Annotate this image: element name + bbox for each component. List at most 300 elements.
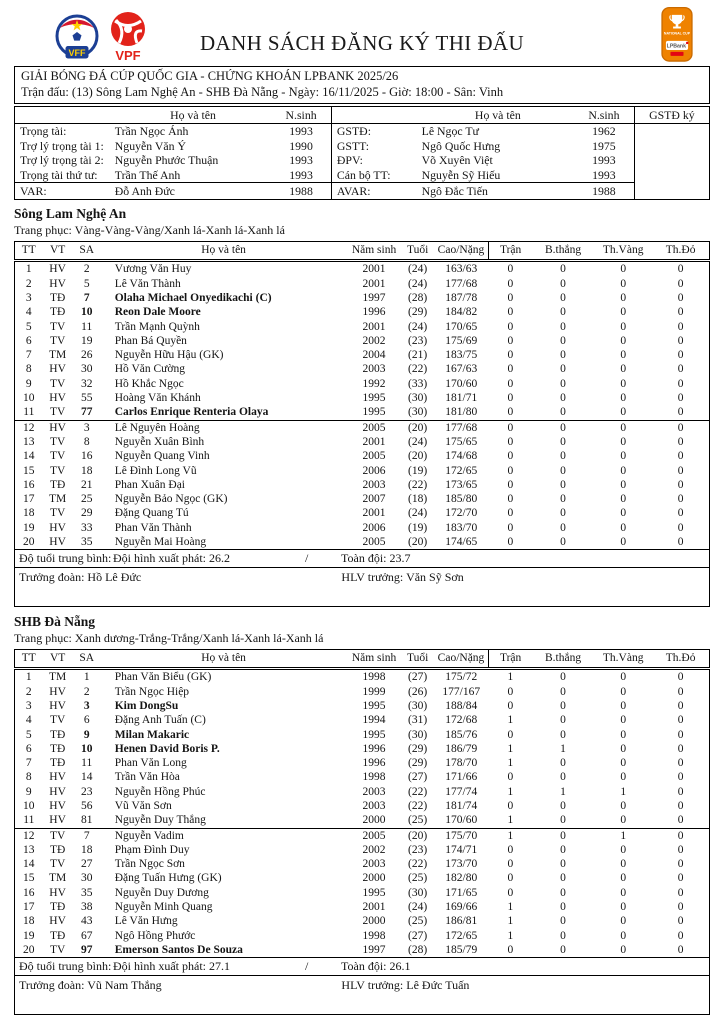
cell-name: Nguyễn Minh Quang xyxy=(114,901,213,914)
cell-bthang: 0 xyxy=(560,521,566,534)
cell-born: 2005 xyxy=(362,450,386,463)
col-official-year: N.sinh xyxy=(574,107,634,124)
cell-tran: 0 xyxy=(507,406,514,419)
team-kit: Trang phục: Vàng-Vàng-Vàng/Xanh lá-Xanh lá-Xanh lá xyxy=(14,223,285,238)
player-row xyxy=(15,699,710,713)
cell-tran: 0 xyxy=(507,493,514,506)
official-year: 1962 xyxy=(592,124,616,138)
cell-born: 1997 xyxy=(362,291,386,304)
cell-vt: TV xyxy=(43,828,73,843)
cell-name: Trần Văn Hòa xyxy=(114,771,180,784)
cell-age: (20) xyxy=(408,536,428,549)
cell-age: (28) xyxy=(408,291,428,304)
cell-vt: TĐ xyxy=(49,929,66,942)
col-born: Năm sinh xyxy=(346,650,401,669)
cell-born: 2002 xyxy=(362,334,386,347)
cell-hw: 170/60 xyxy=(445,814,478,827)
cell-tran: 0 xyxy=(507,450,514,463)
cell-thvang: 0 xyxy=(620,858,627,871)
player-row xyxy=(15,713,710,727)
official-year: 1993 xyxy=(592,167,616,182)
official-role: Trọng tài: xyxy=(20,124,67,138)
cell-thdo: 0 xyxy=(677,814,684,827)
cell-hw: 171/65 xyxy=(445,886,478,899)
team-1-roster-body xyxy=(15,261,710,550)
cell-tran: 1 xyxy=(507,757,514,770)
cell-vt: HV xyxy=(49,363,66,376)
cell-tran: 0 xyxy=(507,349,514,362)
cell-age: (25) xyxy=(408,872,428,885)
cell-tran: 1 xyxy=(507,714,514,727)
cell-born: 2000 xyxy=(362,915,386,928)
page-title: DANH SÁCH ĐĂNG KÝ THI ĐẤU xyxy=(199,31,525,55)
cell-thvang: 0 xyxy=(620,714,627,727)
player-row xyxy=(15,914,710,928)
manager-name: Hồ Lê Đức xyxy=(87,570,142,585)
cell-thdo: 0 xyxy=(677,843,684,856)
cell-thvang: 0 xyxy=(620,349,627,362)
cell-thvang: 0 xyxy=(620,464,627,477)
cell-bthang: 0 xyxy=(560,799,566,812)
cell-age: (24) xyxy=(408,320,428,333)
cell-tran: 1 xyxy=(507,814,514,827)
cell-vt: HV xyxy=(49,263,66,276)
officials-body xyxy=(15,124,710,200)
cell-born: 2005 xyxy=(346,420,401,435)
cell-hw: 171/66 xyxy=(445,771,478,784)
cell-vt: TV xyxy=(49,943,66,956)
cell-vt: HV xyxy=(49,915,66,928)
cell-vt: TĐ xyxy=(49,728,66,741)
cell-vt: HV xyxy=(49,814,66,827)
cell-name: Lê Nguyên Hoàng xyxy=(101,420,347,435)
cell-hw: 172/68 xyxy=(445,714,478,727)
official-role: Cán bộ TT: xyxy=(331,168,421,183)
cell-born: 2006 xyxy=(362,521,386,534)
cell-bthang: 0 xyxy=(560,858,566,871)
col-vt: VT xyxy=(43,650,73,669)
cell-hw: 178/70 xyxy=(445,757,478,770)
col-height-weight: Cao/Nặng xyxy=(434,650,489,669)
player-row xyxy=(15,334,710,348)
cell-tt: 3 xyxy=(25,699,32,712)
cell-age: (30) xyxy=(408,886,428,899)
cell-tt: 4 xyxy=(25,714,32,727)
cell-name: Carlos Enrique Renteria Olaya xyxy=(114,406,269,419)
cell-thdo: 0 xyxy=(677,377,684,390)
cell-name: Lê Đình Long Vũ xyxy=(114,464,197,477)
official-year: 1990 xyxy=(289,138,313,153)
cell-bthang: 0 xyxy=(560,334,566,347)
cell-thdo: 0 xyxy=(677,536,684,549)
col-gstd-sign: GSTĐ ký xyxy=(634,107,709,124)
cell-bthang: 0 xyxy=(560,872,566,885)
cell-hw: 177/68 xyxy=(445,277,478,290)
cell-vt: TV xyxy=(49,464,66,477)
cell-sa: 32 xyxy=(80,377,93,390)
cell-tran: 0 xyxy=(507,699,514,712)
cell-age: (23) xyxy=(408,843,428,856)
avg-team-value: 26.1 xyxy=(389,959,411,974)
cell-name: Nguyễn Duy Thắng xyxy=(114,814,206,827)
cell-thdo: 0 xyxy=(677,771,684,784)
cell-vt: TV xyxy=(49,334,66,347)
cell-thdo: 0 xyxy=(677,363,684,376)
cell-born: 2000 xyxy=(362,814,386,827)
cell-hw: 167/63 xyxy=(445,363,478,376)
cell-sa: 14 xyxy=(80,771,93,784)
cell-born: 2000 xyxy=(362,872,386,885)
cell-thvang: 0 xyxy=(620,843,627,856)
avg-age-label: Độ tuổi trung bình: xyxy=(19,551,112,566)
cell-age: (23) xyxy=(408,334,428,347)
cell-sa: 19 xyxy=(80,334,93,347)
cell-hw: 177/167 xyxy=(442,685,481,698)
cell-bthang: 0 xyxy=(560,943,566,956)
cell-thdo: 0 xyxy=(677,714,684,727)
officials-header-row xyxy=(15,107,710,124)
cell-tt: 17 xyxy=(23,901,35,914)
cell-thdo: 0 xyxy=(677,450,684,463)
cell-vt: HV xyxy=(49,785,66,798)
col-born: Năm sinh xyxy=(346,242,401,261)
player-row xyxy=(15,391,710,405)
cell-name: Nguyễn Xuân Bình xyxy=(114,435,205,448)
cell-sa: 3 xyxy=(83,699,90,712)
cell-age: (26) xyxy=(408,685,428,698)
cell-thdo: 0 xyxy=(677,291,684,304)
cell-tt: 12 xyxy=(15,420,43,435)
cell-hw: 186/79 xyxy=(445,742,478,755)
cell-tt: 1 xyxy=(25,263,32,276)
player-row xyxy=(15,886,710,900)
cell-born: 2001 xyxy=(362,320,386,333)
cell-hw: 185/76 xyxy=(445,728,478,741)
col-goals: B.thắng xyxy=(532,242,594,261)
cell-hw: 175/65 xyxy=(445,435,478,448)
official-role: ĐPV: xyxy=(331,153,421,168)
official-role: VAR: xyxy=(15,183,115,200)
official-year: 1993 xyxy=(289,167,313,182)
cell-age: (27) xyxy=(408,671,428,684)
cell-thvang: 1 xyxy=(594,828,652,843)
cell-hw: 177/74 xyxy=(445,785,478,798)
cell-tt: 4 xyxy=(25,306,32,319)
cell-tran: 0 xyxy=(507,858,514,871)
cell-sa: 7 xyxy=(73,828,101,843)
cell-born: 1994 xyxy=(362,714,386,727)
cell-tt: 8 xyxy=(25,771,32,784)
avg-age-label: Độ tuổi trung bình: xyxy=(19,959,112,974)
col-matches: Trận xyxy=(489,650,532,669)
cell-tran: 1 xyxy=(507,742,514,755)
cell-age: (18) xyxy=(408,493,428,506)
cell-tt: 11 xyxy=(23,814,35,827)
cell-tt: 12 xyxy=(15,828,43,843)
player-row xyxy=(15,261,710,277)
col-red-cards: Th.Đỏ xyxy=(652,650,709,669)
cell-sa: 16 xyxy=(80,450,93,463)
cell-born: 2002 xyxy=(362,843,386,856)
cell-age: (29) xyxy=(408,742,428,755)
player-row xyxy=(15,405,710,420)
col-sa: SA xyxy=(73,242,101,261)
cell-bthang: 0 xyxy=(560,450,566,463)
cell-vt: TĐ xyxy=(49,901,66,914)
cell-name: Nguyễn Duy Dương xyxy=(114,886,209,899)
team-2-staff-box xyxy=(14,975,710,1015)
cell-thdo: 0 xyxy=(677,858,684,871)
cell-tran: 0 xyxy=(507,392,514,405)
cell-tt: 19 xyxy=(23,929,35,942)
cell-born: 2001 xyxy=(362,901,386,914)
cell-age: (30) xyxy=(408,699,428,712)
cell-bthang: 0 xyxy=(560,363,566,376)
cell-age: (24) xyxy=(408,277,428,290)
federation-logos xyxy=(54,10,149,66)
cell-tt: 7 xyxy=(25,349,32,362)
cell-hw: 181/71 xyxy=(445,392,478,405)
cell-name: Nguyễn Quang Vinh xyxy=(114,450,210,463)
cell-thdo: 0 xyxy=(677,886,684,899)
player-row xyxy=(15,770,710,784)
cell-tt: 18 xyxy=(23,915,35,928)
cell-born: 2003 xyxy=(362,858,386,871)
cell-bthang: 0 xyxy=(560,843,566,856)
official-name: Trần Thế Anh xyxy=(114,167,181,182)
cell-sa: 10 xyxy=(80,306,93,319)
cell-sa: 2 xyxy=(83,685,90,698)
cell-hw: 175/70 xyxy=(434,828,489,843)
cell-born: 2004 xyxy=(362,349,386,362)
cell-vt: TĐ xyxy=(49,306,66,319)
col-yellow-cards: Th.Vàng xyxy=(594,650,652,669)
cell-thvang: 0 xyxy=(620,915,627,928)
cell-tt: 14 xyxy=(23,450,35,463)
player-row xyxy=(15,291,710,305)
cell-hw: 183/75 xyxy=(445,349,478,362)
cell-bthang: 0 xyxy=(560,771,566,784)
cell-sa: 35 xyxy=(80,536,93,549)
cell-sa: 33 xyxy=(80,521,93,534)
col-matches: Trận xyxy=(489,242,532,261)
official-role: GSTĐ: xyxy=(331,124,421,139)
officials-row xyxy=(15,153,710,168)
cell-vt: TĐ xyxy=(49,291,66,304)
cell-name: Phan Văn Long xyxy=(114,757,187,770)
official-year: 1993 xyxy=(592,153,616,168)
cell-sa: 5 xyxy=(83,277,90,290)
cell-hw: 188/84 xyxy=(445,699,478,712)
cell-tran: 1 xyxy=(507,671,514,684)
cell-hw: 170/65 xyxy=(445,320,478,333)
manager-label: Trưởng đoàn: xyxy=(19,978,85,993)
cell-tran: 0 xyxy=(507,685,514,698)
cell-age: (28) xyxy=(408,943,428,956)
cell-hw: 183/70 xyxy=(445,521,478,534)
cell-name: Lê Văn Hưng xyxy=(114,915,178,928)
cell-tran: 0 xyxy=(507,478,514,491)
cell-vt: HV xyxy=(49,771,66,784)
cell-tt: 18 xyxy=(23,507,35,520)
cell-tt: 20 xyxy=(23,536,35,549)
coach-label: HLV trưởng: xyxy=(341,978,404,993)
official-role: GSTT: xyxy=(331,139,421,154)
cell-sa: 43 xyxy=(80,915,93,928)
cell-thvang: 0 xyxy=(620,507,627,520)
cell-bthang: 0 xyxy=(560,671,566,684)
team-1-roster-table xyxy=(14,241,710,550)
cell-tran: 0 xyxy=(489,420,532,435)
cell-born: 2001 xyxy=(362,263,386,276)
team-manager xyxy=(19,569,341,605)
cell-thdo: 0 xyxy=(677,392,684,405)
cell-bthang: 0 xyxy=(532,420,594,435)
col-official-name: Họ và tên xyxy=(422,107,574,124)
cell-thdo: 0 xyxy=(677,406,684,419)
cell-thdo: 0 xyxy=(677,507,684,520)
cell-hw: 174/65 xyxy=(445,536,478,549)
official-year: 1988 xyxy=(271,183,331,200)
cell-name: Lê Văn Thành xyxy=(114,277,181,290)
avg-start-value: 26.2 xyxy=(209,551,230,566)
cell-hw: 175/69 xyxy=(445,334,478,347)
cell-name: Phan Bá Quyền xyxy=(114,334,187,347)
cell-hw: 174/68 xyxy=(445,450,478,463)
cell-thvang: 0 xyxy=(620,728,627,741)
cell-tt: 16 xyxy=(23,886,35,899)
cell-age: (30) xyxy=(408,728,428,741)
cell-born: 2001 xyxy=(362,507,386,520)
cell-tran: 1 xyxy=(507,785,514,798)
cell-tt: 6 xyxy=(25,742,32,755)
cell-sa: 77 xyxy=(80,406,93,419)
cell-tt: 15 xyxy=(23,464,35,477)
cell-thdo: 0 xyxy=(677,872,684,885)
cell-thdo: 0 xyxy=(677,943,684,956)
cell-hw: 163/63 xyxy=(445,263,478,276)
cell-age: (22) xyxy=(408,363,428,376)
cell-bthang: 0 xyxy=(560,263,566,276)
cell-born: 1996 xyxy=(362,306,386,319)
cell-tt: 15 xyxy=(23,872,35,885)
col-yellow-cards: Th.Vàng xyxy=(594,242,652,261)
player-row xyxy=(15,843,710,857)
cell-tt: 1 xyxy=(25,671,32,684)
cell-vt: TV xyxy=(49,377,66,390)
cell-hw: 185/79 xyxy=(445,943,478,956)
col-red-cards: Th.Đỏ xyxy=(652,242,709,261)
cell-name: Hồ Khắc Ngọc xyxy=(114,377,184,390)
cell-name: Trần Mạnh Quỳnh xyxy=(114,320,200,333)
cell-name: Nguyễn Hữu Hậu (GK) xyxy=(114,349,224,362)
cell-name: Nguyễn Vadim xyxy=(101,828,347,843)
cell-name: Reon Dale Moore xyxy=(114,306,201,319)
cell-sa: 18 xyxy=(80,843,93,856)
player-row xyxy=(15,362,710,376)
cell-bthang: 0 xyxy=(560,349,566,362)
cell-hw: 172/70 xyxy=(445,507,478,520)
cell-bthang: 0 xyxy=(560,929,566,942)
cell-hw: 185/80 xyxy=(445,493,478,506)
cell-born: 2001 xyxy=(362,435,386,448)
cell-thdo: 0 xyxy=(677,671,684,684)
cell-thdo: 0 xyxy=(677,728,684,741)
cell-thvang: 0 xyxy=(620,435,627,448)
cell-vt: HV xyxy=(49,277,66,290)
cell-hw: 174/71 xyxy=(445,843,478,856)
player-row xyxy=(15,492,710,506)
cell-sa: 2 xyxy=(83,263,90,276)
cell-thvang: 0 xyxy=(620,291,627,304)
official-name: Đỗ Anh Đức xyxy=(115,183,271,200)
cell-hw: 182/80 xyxy=(445,872,478,885)
cell-born: 1997 xyxy=(362,943,386,956)
cell-thvang: 0 xyxy=(620,392,627,405)
team-name: SHB Đà Nẵng xyxy=(14,614,96,630)
cell-age: (27) xyxy=(408,771,428,784)
cell-age: (30) xyxy=(408,392,428,405)
cell-born: 2007 xyxy=(362,493,386,506)
cell-tt: 17 xyxy=(23,493,35,506)
cell-age: (20) xyxy=(402,420,434,435)
cell-vt: HV xyxy=(49,699,66,712)
cell-thdo: 0 xyxy=(677,349,684,362)
player-row xyxy=(15,828,710,843)
avg-team-label: Toàn đội: xyxy=(341,551,387,566)
cell-vt: HV xyxy=(49,521,66,534)
cell-bthang: 0 xyxy=(560,728,566,741)
player-row xyxy=(15,871,710,885)
cell-sa: 23 xyxy=(80,785,93,798)
cell-thvang: 0 xyxy=(620,872,627,885)
avg-start-value: 27.1 xyxy=(209,959,230,974)
cell-name: Hoàng Văn Khánh xyxy=(114,392,201,405)
cell-age: (22) xyxy=(408,785,428,798)
cell-age: (24) xyxy=(408,507,428,520)
cell-tran: 0 xyxy=(507,507,514,520)
cell-vt: HV xyxy=(49,392,66,405)
cell-thdo: 0 xyxy=(677,521,684,534)
cell-thdo: 0 xyxy=(677,699,684,712)
team-2-roster-body xyxy=(15,669,710,958)
col-name: Họ và tên xyxy=(101,242,347,261)
cell-age: (29) xyxy=(408,757,428,770)
cell-bthang: 0 xyxy=(560,685,566,698)
cell-name: Phan Xuân Đại xyxy=(114,478,185,491)
cell-thdo: 0 xyxy=(677,320,684,333)
official-year: 1993 xyxy=(289,124,313,138)
cell-thdo: 0 xyxy=(677,685,684,698)
cell-born: 1992 xyxy=(362,377,386,390)
official-name: Nguyễn Phước Thuận xyxy=(114,153,219,168)
cell-tt: 2 xyxy=(25,277,32,290)
cell-born: 1998 xyxy=(362,771,386,784)
cell-vt: TV xyxy=(49,435,66,448)
cell-bthang: 1 xyxy=(560,785,566,798)
cell-bthang: 0 xyxy=(560,536,566,549)
cell-born: 1998 xyxy=(362,671,386,684)
player-row xyxy=(15,813,710,828)
cell-tt: 9 xyxy=(25,785,32,798)
cell-age: (25) xyxy=(408,814,428,827)
player-row xyxy=(15,943,710,958)
avg-start-label: Đội hình xuất phát: xyxy=(113,959,206,974)
cell-thdo: 0 xyxy=(652,420,709,435)
official-name: Nguyễn Sỹ Hiếu xyxy=(421,167,501,182)
cell-vt: TV xyxy=(49,320,66,333)
cell-hw: 172/65 xyxy=(445,929,478,942)
